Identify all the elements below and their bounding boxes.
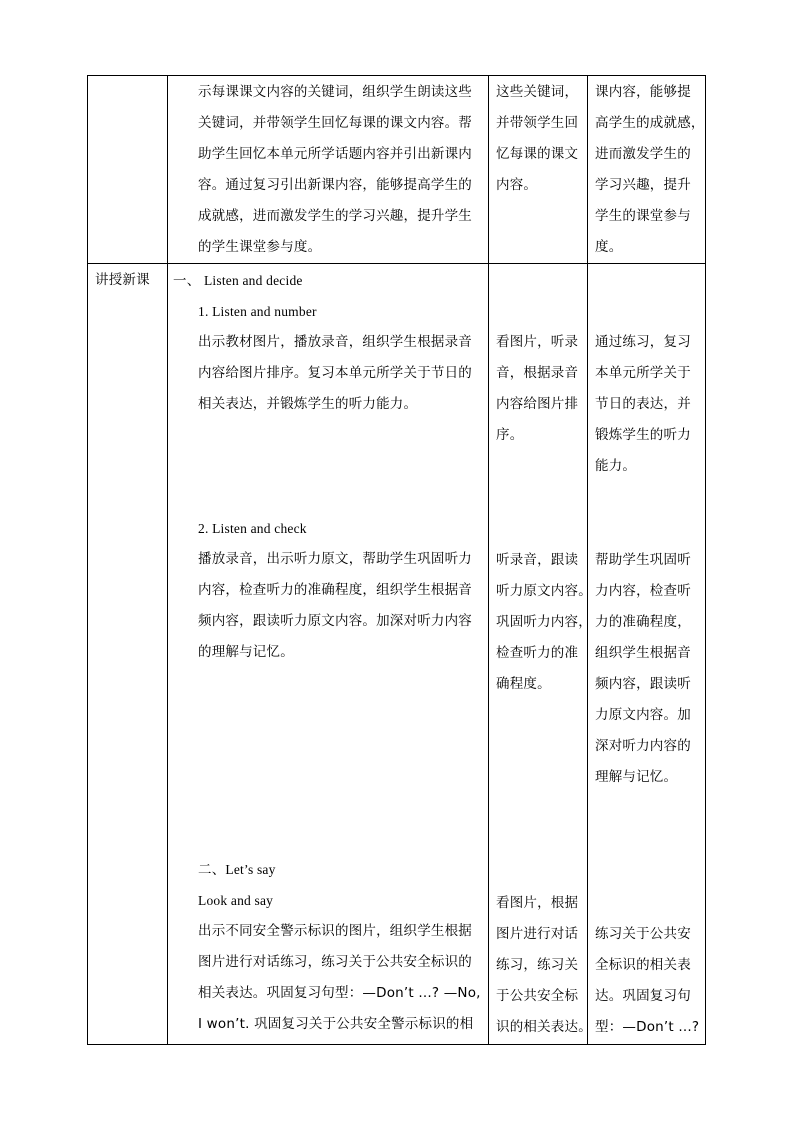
subheading-text: Look and say: [198, 893, 274, 908]
text-line: 听力原文内容。: [496, 583, 592, 599]
row2-design-intent-1: [595, 327, 691, 482]
text-line: 看图片，根据: [496, 895, 579, 911]
text-line: 听录音，跟读: [496, 552, 579, 568]
column-divider-2: [488, 75, 489, 1045]
text-line: 忆每课的课文: [496, 146, 579, 162]
row2-student-activity-2: [496, 545, 592, 700]
row1-design-intent: [595, 77, 705, 263]
text-line: 的学生课堂参与度。: [198, 239, 322, 255]
text-line: 练习关于公共安: [595, 926, 691, 942]
text-line: 这些关键词，: [496, 84, 579, 100]
text-line: 内容给图片排: [496, 396, 579, 412]
text-line: 频内容，跟读听: [595, 676, 691, 692]
column-divider-1: [167, 75, 168, 1045]
text-line: 检查听力的准: [496, 645, 579, 661]
row2-teacher-activity: [198, 296, 481, 1040]
text-line: 全标识的相关表: [595, 957, 691, 973]
subheading-text: 1. Listen and number: [198, 304, 317, 319]
text-line: 进而激发学生的: [595, 146, 691, 162]
text-line: 帮助学生巩固听: [595, 552, 691, 568]
section-label-text: 讲授新课: [95, 272, 150, 288]
text-line: 序。: [496, 427, 524, 443]
text-line: 并带领学生回: [496, 115, 579, 131]
text-line: 节日的表达，并: [595, 396, 691, 412]
text-line: 于公共安全标: [496, 988, 579, 1004]
text-line: 巩固听力内容，: [496, 614, 592, 630]
text-line: 型：—Don’t ...?: [595, 1019, 700, 1035]
text-line: 力的准确程度，: [595, 614, 691, 630]
text-line: 确程度。: [496, 676, 551, 692]
table-border-left: [87, 75, 88, 1045]
text-line: 力内容，检查听: [595, 583, 691, 599]
section1-heading: [173, 265, 303, 296]
text-line: 助学生回忆本单元所学话题内容并引出新课内: [198, 146, 472, 162]
row1-student-activity: [496, 77, 578, 201]
text-line: 相关表达，并锻炼学生的听力能力。: [198, 396, 418, 412]
text-line: 内容。: [496, 177, 538, 193]
text-line: 组织学生根据音: [595, 645, 691, 661]
text-line: 内容，检查听力的准确程度，组织学生根据音: [198, 582, 472, 598]
row2-design-intent-2: [595, 545, 691, 793]
text-line: 看图片，听录: [496, 334, 579, 350]
text-line: 音，根据录音: [496, 365, 579, 381]
text-line: I won’t. 巩固复习关于公共安全警示标识的相: [198, 1016, 474, 1032]
text-line: 关键词，并带领学生回忆每课的课文内容。帮: [198, 115, 472, 131]
row2-student-activity-1: [496, 327, 578, 451]
text-line: 图片进行对话练习，练习关于公共安全标识的: [198, 954, 472, 970]
text-line: 示每课课文内容的关键词，组织学生朗读这些: [198, 84, 472, 100]
text-line: 出示不同安全警示标识的图片，组织学生根据: [198, 923, 472, 939]
row2-student-activity-3: [496, 888, 592, 1043]
text-line: 课内容，能够提: [595, 84, 691, 100]
text-line: 练习，练习关: [496, 957, 579, 973]
text-line: 出示教材图片，播放录音，组织学生根据录音: [198, 334, 472, 350]
table-border-top: [87, 75, 706, 76]
text-line: 成就感，进而激发学生的学习兴趣，提升学生: [198, 208, 472, 224]
lesson-plan-table: [87, 75, 706, 1045]
text-line: 本单元所学关于: [595, 365, 691, 381]
text-line: 深对听力内容的: [595, 738, 691, 754]
text-line: 学习兴趣，提升: [595, 177, 691, 193]
row-divider: [87, 263, 706, 264]
text-line: 达。巩固复习句: [595, 988, 691, 1004]
text-line: 通过练习，复习: [595, 334, 691, 350]
text-line: 识的相关表达。: [496, 1019, 592, 1035]
text-line: 内容给图片排序。复习本单元所学关于节日的: [198, 365, 472, 381]
text-line: 能力。: [595, 458, 637, 474]
text-line: 图片进行对话: [496, 926, 579, 942]
subheading-text: 2. Listen and check: [198, 521, 307, 536]
row1-teacher-activity: [198, 77, 472, 263]
text-line: 锻炼学生的听力: [595, 427, 691, 443]
section-label: [95, 265, 150, 296]
text-line: 的理解与记忆。: [198, 644, 294, 660]
text-line: 频内容，跟读听力原文内容。加深对听力内容: [198, 613, 472, 629]
text-line: 播放录音，出示听力原文，帮助学生巩固听力: [198, 551, 472, 567]
text-line: 力原文内容。加: [595, 707, 691, 723]
text-line: 学生的课堂参与: [595, 208, 691, 224]
row2-design-intent-3: [595, 919, 699, 1043]
heading-text: 二、Let’s say: [198, 862, 276, 877]
table-border-right: [705, 75, 706, 1045]
text-line: 高学生的成就感，: [595, 115, 705, 131]
text-line: 度。: [595, 239, 623, 255]
text-line: 相关表达。巩固复习句型：—Don’t ...? —No,: [198, 985, 481, 1001]
text-line: 理解与记忆。: [595, 769, 678, 785]
text-line: 容。通过复习引出新课内容，能够提高学生的: [198, 177, 472, 193]
table-border-bottom: [87, 1044, 706, 1045]
heading-text: 一、 Listen and decide: [173, 273, 303, 288]
